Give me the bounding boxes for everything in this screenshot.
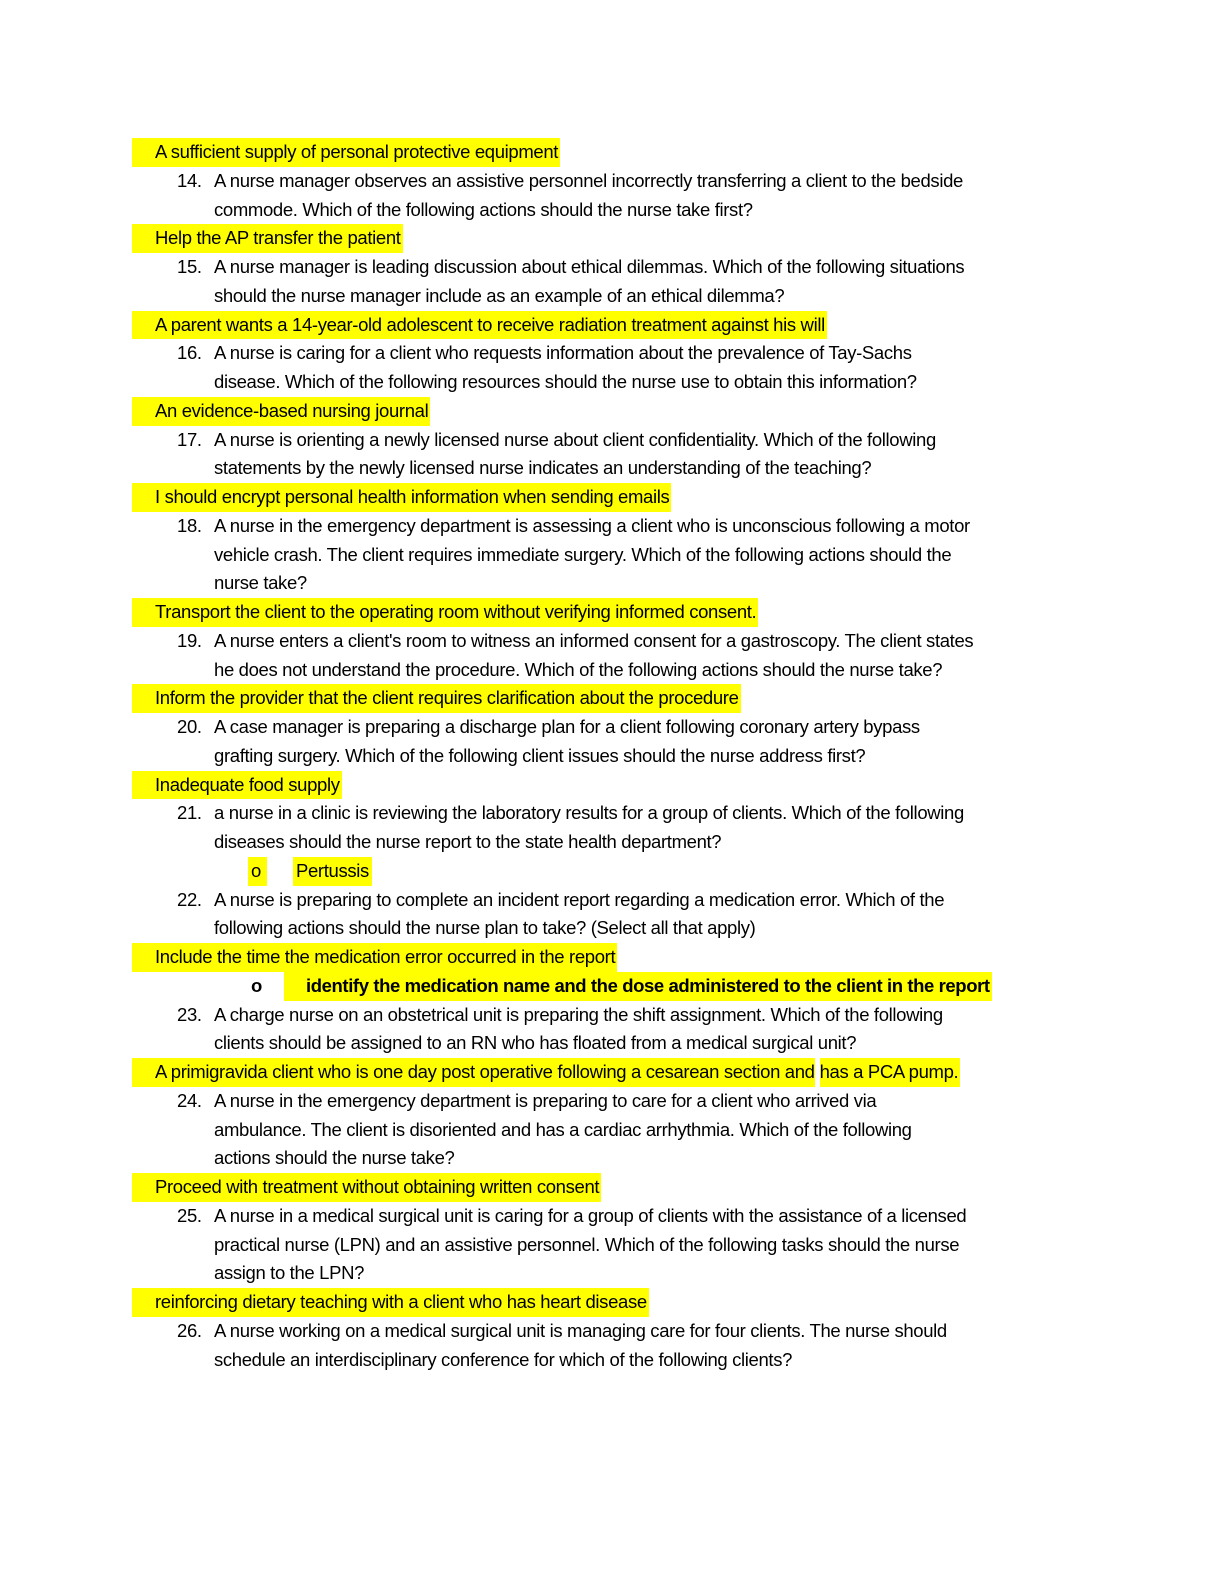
question-line [0, 799, 1224, 828]
highlighted-answer: Transport the client to the operating room without verifying informed consent. [132, 598, 758, 627]
question-line [0, 282, 1224, 311]
answer-line [0, 138, 1224, 167]
question-line [0, 339, 1224, 368]
question-line [0, 656, 1224, 685]
question-line [0, 454, 1224, 483]
question-line [0, 1087, 1224, 1116]
highlighted-answer: Help the AP transfer the patient [132, 224, 403, 253]
question-text: schedule an interdisciplinary conference for which of the following clients? [214, 1348, 793, 1370]
question-line [0, 1317, 1224, 1346]
question-line [0, 541, 1224, 570]
question-text: practical nurse (LPN) and an assistive personnel. Which of the following tasks should the nurse [214, 1233, 960, 1255]
question-text: statements by the newly licensed nurse indicates an understanding of the teaching? [214, 457, 872, 479]
question-line [0, 1202, 1224, 1231]
question-line [0, 512, 1224, 541]
answer-part: A primigravida client who is one day post operative following a cesarean section and [155, 1061, 815, 1082]
question-number: 26. [177, 1319, 202, 1341]
question-text: vehicle crash. The client requires immediate surgery. Which of the following actions should the [214, 543, 952, 565]
highlighted-answer: Include the time the medication error occurred in the report [132, 943, 617, 972]
question-line [0, 1144, 1224, 1173]
question-number: 21. [177, 802, 202, 824]
highlighted-answer: A sufficient supply of personal protective equipment [132, 138, 560, 167]
question-line [0, 1029, 1224, 1058]
question-line [0, 167, 1224, 196]
question-text: A nurse in a medical surgical unit is caring for a group of clients with the assistance of a licensed [214, 1204, 967, 1226]
question-text: A nurse manager observes an assistive personnel incorrectly transferring a client to the bedside [214, 169, 963, 191]
question-line [0, 828, 1224, 857]
question-text: A nurse is preparing to complete an incident report regarding a medication error. Which of the [214, 888, 945, 910]
question-text: actions should the nurse take? [214, 1147, 455, 1169]
answer-line [0, 224, 1224, 253]
question-number: 15. [177, 256, 202, 277]
question-text: assign to the LPN? [214, 1262, 365, 1284]
answer-line [0, 771, 1224, 800]
highlighted-answer: Inadequate food supply [132, 771, 342, 800]
question-line [0, 1116, 1224, 1145]
question-text: a nurse in a clinic is reviewing the laboratory results for a group of clients. Which of the following [214, 802, 964, 824]
question-line [0, 253, 1224, 282]
highlighted-answer: A parent wants a 14-year-old adolescent to receive radiation treatment against his will [132, 311, 827, 340]
question-line [0, 569, 1224, 598]
question-line [0, 1259, 1224, 1288]
question-line [0, 742, 1224, 771]
question-number: 25. [177, 1204, 202, 1226]
question-text: A nurse working on a medical surgical unit is managing care for four clients. The nurse should [214, 1319, 947, 1341]
highlighted-answer-bold: identify the medication name and the dose administered to the client in the report [284, 972, 992, 1001]
question-text: A nurse in the emergency department is assessing a client who is unconscious following a motor [214, 514, 970, 536]
highlighted-answer: Inform the provider that the client requires clarification about the procedure [132, 684, 741, 713]
question-text: disease. Which of the following resources should the nurse use to obtain this information? [214, 371, 917, 392]
question-line [0, 886, 1224, 915]
answer-line [0, 483, 1224, 512]
question-number: 16. [177, 342, 202, 364]
answer-line [0, 1288, 1224, 1317]
question-number: 22. [177, 888, 202, 910]
answer-bullet-line [0, 857, 1224, 886]
question-text: A nurse in the emergency department is preparing to care for a client who arrived via [214, 1089, 877, 1111]
question-text: nurse take? [214, 572, 307, 594]
answer-line [0, 397, 1224, 426]
question-number: 23. [177, 1003, 202, 1025]
answer-line [0, 1173, 1224, 1202]
question-line [0, 1231, 1224, 1260]
bullet-marker: o [248, 857, 267, 886]
question-text: clients should be assigned to an RN who has floated from a medical surgical unit? [214, 1032, 857, 1054]
question-text: grafting surgery. Which of the following client issues should the nurse address first? [214, 744, 866, 766]
document-page [0, 138, 1224, 1374]
highlighted-answer: An evidence-based nursing journal [132, 397, 430, 426]
question-text: A nurse manager is leading discussion about ethical dilemmas. Which of the following situations [214, 256, 965, 277]
question-number: 17. [177, 428, 202, 450]
answer-line [0, 1058, 1224, 1087]
question-line [0, 426, 1224, 455]
question-text: A nurse enters a client's room to witness an informed consent for a gastroscopy. The client states [214, 629, 974, 651]
answer-line [0, 311, 1224, 340]
question-text: A charge nurse on an obstetrical unit is preparing the shift assignment. Which of the following [214, 1003, 943, 1025]
question-number: 14. [177, 169, 202, 191]
question-line [0, 1001, 1224, 1030]
question-number: 20. [177, 716, 202, 737]
question-text: ambulance. The client is disoriented and has a cardiac arrhythmia. Which of the following [214, 1118, 912, 1140]
bullet-marker: o [251, 974, 262, 996]
highlighted-answer: I should encrypt personal health information when sending emails [132, 483, 671, 512]
question-line [0, 914, 1224, 943]
question-text: he does not understand the procedure. Which of the following actions should the nurse take? [214, 658, 943, 680]
question-number: 18. [177, 514, 202, 536]
question-text: commode. Which of the following actions should the nurse take first? [214, 198, 753, 220]
highlighted-answer [132, 1058, 960, 1087]
highlighted-answer: Pertussis [293, 857, 372, 886]
question-text: A nurse is caring for a client who requests information about the prevalence of Tay-Sachs [214, 342, 912, 364]
question-line [0, 713, 1224, 742]
highlighted-answer: Proceed with treatment without obtaining written consent [132, 1173, 601, 1202]
answer-line [0, 598, 1224, 627]
question-text: A nurse is orienting a newly licensed nurse about client confidentiality. Which of the following [214, 428, 936, 450]
question-text: diseases should the nurse report to the state health department? [214, 831, 722, 852]
answer-bullet-line [0, 972, 1224, 1001]
answer-part: has a PCA pump. [819, 1061, 959, 1082]
question-number: 24. [177, 1089, 202, 1111]
question-number: 19. [177, 629, 202, 651]
question-text: A case manager is preparing a discharge plan for a client following coronary artery bypass [214, 716, 920, 737]
question-line [0, 368, 1224, 397]
highlighted-answer: reinforcing dietary teaching with a client who has heart disease [132, 1288, 649, 1317]
answer-line [0, 943, 1224, 972]
question-line [0, 627, 1224, 656]
question-line [0, 1346, 1224, 1375]
question-text: following actions should the nurse plan to take? (Select all that apply) [214, 917, 756, 939]
question-text: should the nurse manager include as an example of an ethical dilemma? [214, 284, 785, 306]
answer-line [0, 684, 1224, 713]
question-line [0, 196, 1224, 225]
